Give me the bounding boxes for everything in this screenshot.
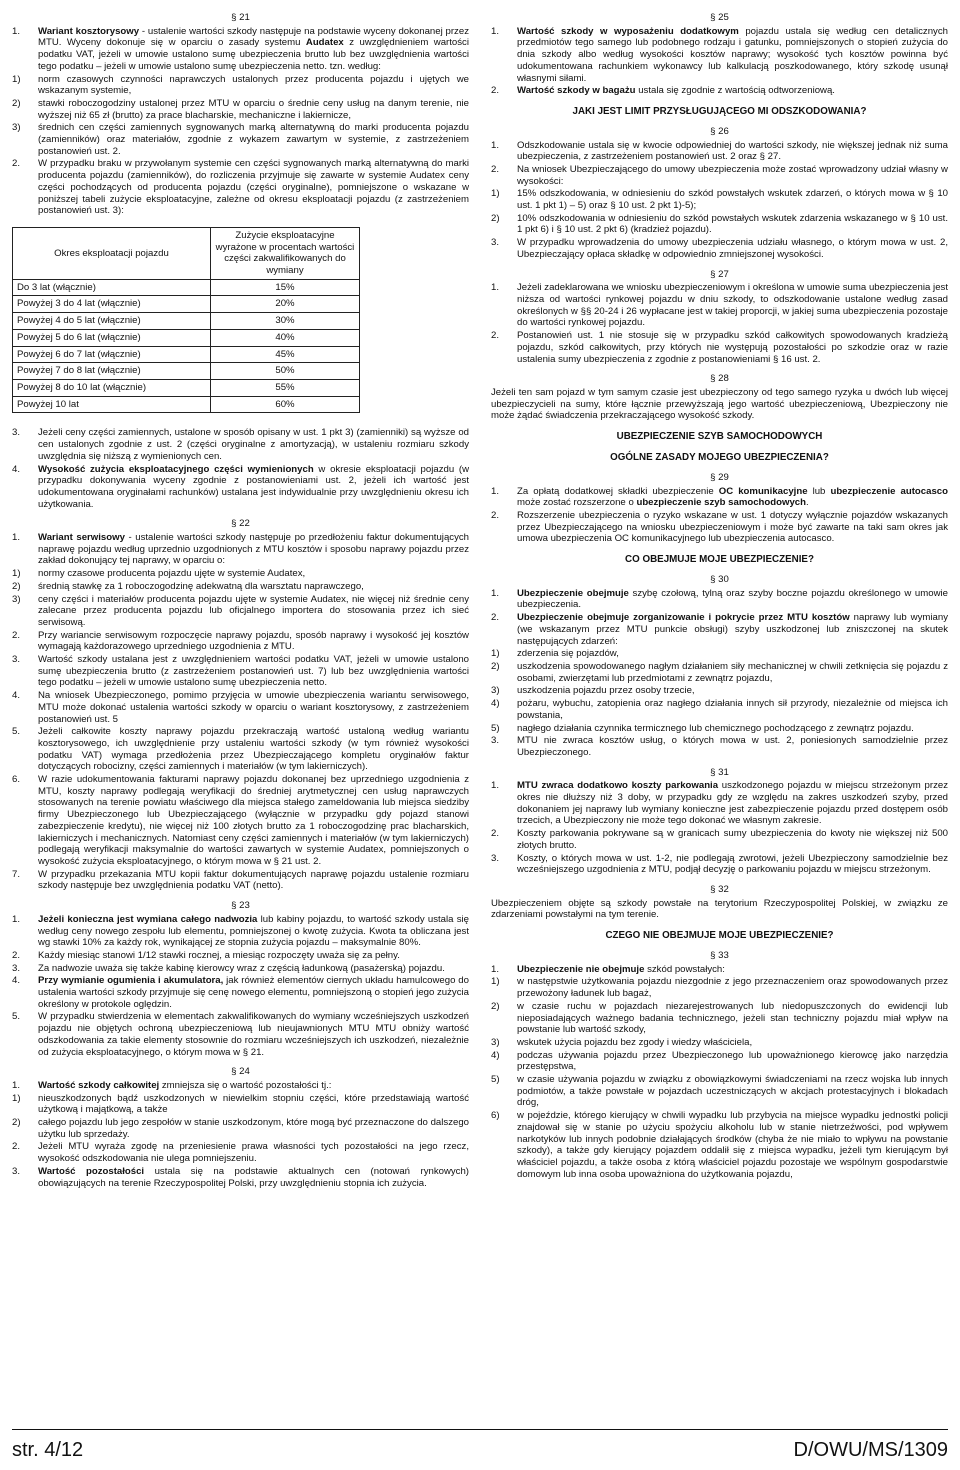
sub-item: 3) wskutek użycia pojazdu bez zgody i wiedzy właściciela, [491,1036,753,1048]
s27-item-2: 2. Postanowień ust. 1 nie stosuje się w przypadku szkód całkowitych spowodowanych kradzieżą pojazdu, szkód całkowitych, przy których nie występują pozostałości po szkodzie oraz w razie ustalenia sumy ubezpieczenia z zgodnie z postanowieniami § 16 ust. 2. [491,330,948,365]
s24-item-3: 3. Wartość pozostałości ustala się na podstawie aktualnych cen (notowań rynkowych) obowiązujących na terenie Rzeczypospolitej Polski, przy uwzględnieniu stopnia ich zużycia. [12,1165,469,1189]
sub-item: 2) całego pojazdu lub jego zespołów w stanie uszkodzonym, które mogą być przeznaczone do dalszego użytku lub sprzedaży. [12,1117,469,1140]
s25-item-2: 2. Wartość szkody w bagażu ustala się zgodnie z wartością odtworzeniową. [491,85,835,97]
table-row [13,296,360,313]
table-row [13,279,360,296]
wear-percent-cell: 50% [211,363,360,380]
s25-item-1: 1. Wartość szkody w wyposażeniu dodatkowym pojazdu ustala się według cen detalicznych przedmiotów tego samego lub podobnego rodzaju i gatunku, pomniejszonych o stopień zużycia do dnia szkody albo według wysokości kosztów naprawy; wysokość tych kosztów powinna być udokumentowana rachunkiem wykonawcy lub kalkulacją poszkodowanego, który szkodę usunął własnymi siłami. [491,25,948,84]
table-header-wear: Zużycie eksploatacyjne wyrażone w procentach wartości części zakwalifikowanych do wymiany [211,227,360,279]
s32-text: Ubezpieczeniem objęte są szkody powstałe na terytorium Rzeczypospolitej Polskiej, w związku ze zdarzeniami powstałymi na tym terenie. [491,897,948,921]
s30-item-2: 2. Ubezpieczenie obejmuje zorganizowanie i pokrycie przez MTU kosztów naprawy lub wymiany (we wskazanym przez MTU punkcie obsługi) szyby uszkodzonej lub zniszczonej na skutek następujących zdarzeń: [491,612,948,647]
s27-item-1: 1. Jeżeli zadeklarowana we wniosku ubezpieczeniowym i określona w umowie suma ubezpieczenia jest niższa od wartości rynkowej pojazdu w dniu szkody, to odszkodowanie ustalone według zasad określonych w §§ 20-24 i 26 wypłacane jest w takiej proporcji, w jakiej suma ubezpieczenia pozostaje do wartości rynkowej pojazdu. [491,282,948,329]
section-25-number: § 25 [710,12,729,23]
depreciation-table [12,227,360,413]
section-23-number: § 23 [231,900,250,912]
s29-item-1: 1. Za opłatą dodatkowej składki ubezpieczenie OC komunikacyjne lub ubezpieczenie autocasco może zostać rozszerzone o ubezpieczenie szyb samochodowych. [491,485,948,509]
section-26-number: § 26 [710,125,729,137]
s30-item-3: 3. MTU nie zwraca kosztów usług, o których mowa w ust. 2, poniesionych samodzielnie przez Ubezpieczonego. [491,735,948,758]
period-cell: Powyżej 8 do 10 lat (włącznie) [13,379,211,396]
wear-percent-cell: 30% [211,313,360,330]
wear-percent-cell: 60% [211,396,360,413]
sub-item: 1) 15% odszkodowania, w odniesieniu do szkód powstałych wskutek zdarzeń, o których mowa w § 10 ust. 1 pkt 1) – 5) oraz § 10 ust. 2 pkt 1)-5); [491,188,948,212]
sub-item: 1) w następstwie użytkowania pojazdu niezgodnie z jego przeznaczeniem oraz spowodowanych przez przewożony ładunek lub bagaż, [491,976,948,1000]
page-number: str. 4/12 [12,1438,84,1461]
sub-item: 3) ceny części i materiałów producenta pojazdu ujęte w systemie Audatex, nie więcej niż średnie ceny zalecane przez producenta pojazdu lub oficjalnego importera do stosowania przez ich sieć serwisową. [12,593,469,628]
s30-subitems [491,648,948,734]
sub-item: 2) 10% odszkodowania w odniesieniu do szkód powstałych wskutek zdarzenia wskazanego w § 10 ust. 1 pkt 6) i § 10 ust. 2 pkt 6) (kradzież pojazdu). [491,212,948,236]
wear-percent-cell: 15% [211,279,360,296]
s22-item-7: 7. W przypadku przekazania MTU kopii faktur dokumentujących naprawę pojazdu ustalenie rozmiaru szkody następuje bez uwzględnienia podatku VAT (netto). [12,868,469,892]
sub-item: 2) w czasie ruchu w pojazdach niezarejestrowanych lub niedopuszczonych do ewidencji lub nieposiadających ważnego badania technicznego, jeżeli stan techniczny pojazdu miał wpływ na powstanie lub wartość szkody, [491,1000,948,1036]
period-cell: Powyżej 7 do 8 lat (włącznie) [13,363,211,380]
s31-item-1: 1. MTU zwraca dodatkowo koszty parkowania uszkodzonego pojazdu w miejscu strzeżonym przez okres nie dłuższy niż 3 doby, w przypadku gdy ze względu na zakres uszkodzeń szyby, przed dokonaniem jej naprawy lub wymiany konieczne jest zabezpieczenie pojazdu przed dostępem osób trzecich, a Ubezpieczony nie może tego dokonać we własnym zakresie. [491,780,948,827]
heading-limit: JAKI JEST LIMIT PRZYSŁUGUJĄCEGO MI ODSZKODOWANIA? [572,105,867,117]
s22-item-4: 4. Na wniosek Ubezpieczonego, pomimo przyjęcia w umowie ubezpieczenia wariantu serwisowego, MTU może dokonać ustalenia wartości szkody w oparciu o wariant kosztorysowy, z zastrzeżeniem postanowień ust. 5 [12,690,469,725]
s21-item-2: 2. W przypadku braku w przywołanym systemie cen części sygnowanych marką alternatywną do marki producenta pojazdu (zamienników), do rozliczenia przyjmuje się zawarte w systemie Audatex ceny części pochodzących od producenta pojazdu (części oryginalne), pomniejszone o wskazane w poniższej tabeli zużycie eksploatacyjne, zależne od okresu eksploatacji pojazdu (z zastrzeżeniem postanowień ust. 3): [12,158,469,217]
table-row [13,396,360,413]
sub-item: 4) pożaru, wybuchu, zatopienia oraz nagłego działania innych sił przyrody, niezależnie od miejsca ich powstania, [491,698,948,721]
s23-item-4: 4. Przy wymianie ogumienia i akumulatora, jak również elementów ciernych układu hamulcowego do ustalenia wartości szkody przyjmuje się cenę nowego elementu, pomniejszoną o stopień jego zużycia określony w protokole oględzin. [12,975,469,1010]
s22-item-3: 3. Wartość szkody ustalana jest z uwzględnieniem wartości podatku VAT, jeżeli w umowie ustalono sumę ubezpieczenia brutto (z zastrzeżeniem postanowień ust. 7) lub bez uwzględnienia wartości tego podatku – jeżeli w umowie ustalono sumę ubezpieczenia netto. [12,654,469,689]
sub-item: 1) normy czasowe producenta pojazdu ujęte w systemie Audatex, [12,568,306,580]
left-column [12,4,469,1432]
s28-text: Jeżeli ten sam pojazd w tym samym czasie jest ubezpieczony od tego samego ryzyka u dwóch lub więcej ubezpieczycieli na sumy, które łącznie przewyższają jego wartość ubezpieczeniową, Ubezpieczony nie może żądać świadczenia przekraczającego wysokość szkody. [491,386,948,422]
table-row [13,313,360,330]
sub-item: 3) uszkodzenia pojazdu przez osoby trzecie, [491,685,695,697]
s30-item-1: 1. Ubezpieczenie obejmuje szybę czołową, tylną oraz szyby boczne pojazdu określonego w umowie ubezpieczenia. [491,587,948,611]
s23-item-1: 1. Jeżeli konieczna jest wymiana całego nadwozia lub kabiny pojazdu, to wartość szkody ustala się według ceny nowego zespołu lub elementu, pomniejszonej o kwotę zużycia. Kwota ta obliczana jest wg stawki 10% za każdy rok, wynikającej ze stopnia zużycia pojazdu – maksymalnie 80%. [12,913,469,949]
s21-item-3: 3. Jeżeli ceny części zamiennych, ustalone w sposób opisany w ust. 1 pkt 3) (zamienniki) są wyższe od cen ustalonych zgodnie z ust. 2 (części oryginalne z amortyzacją), w ustaleniu rozmiaru szkody uwzględnia się niższą z wymienionych cen. [12,427,469,462]
sub-item: 5) nagłego działania czynnika termicznego lub chemicznego pochodzącego z zewnątrz pojazdu. [491,722,914,734]
heading-general-rules: OGÓLNE ZASADY MOJEGO UBEZPIECZENIA? [610,451,829,463]
sub-item: 2) stawki roboczogodziny ustalonej przez MTU w oparciu o średnie ceny usług na danym terenie, nie wyższej niż 65 zł (brutto) za prace blacharskie, mechaniczne i lakiernicze, [12,97,469,121]
section-28-number: § 28 [710,373,729,385]
document-code: D/OWU/MS/1309 [793,1438,948,1461]
sub-item: 2) uszkodzenia spowodowanego nagłym działaniem siły mechanicznej w chwili zetknięcia się pojazdu z osobami, zwierzętami lub przedmiotami z zewnątrz pojazdu, [491,660,948,684]
section-33-number: § 33 [710,949,729,961]
sub-item: 6) w pojeździe, którego kierujący w chwili wypadku lub przybycia na miejsce wypadku jednostki policji znajdował się w stanie po użyciu spożyciu alkoholu lub w stanie nietrzeźwości, pod wpływem narkotyków lub innych podobnie działających środków (chyba że nie miało to wpływu na powstanie szkody), a także gdy kierujący pojazdem oddalił się z miejsca wypadku, jeżeli tym kierującym był właściciel pojazdu, a także osoba z którą właściciel pojazdu pozostaje we wspólnym gospodarstwie domowym lub inna osoba upoważniona do użytkowania pojazdu, [491,1110,948,1180]
s23-item-3: 3. Za nadwozie uważa się także kabinę kierowcy wraz z częścią ładunkową (pasażerską) pojazdu. [12,962,445,974]
s21-subitems [12,74,469,158]
s26-item-2: 2. Na wniosek Ubezpieczającego do umowy ubezpieczenia może zostać wprowadzony udział własny w wysokości: [491,163,948,187]
heading-glass-insurance: UBEZPIECZENIE SZYB SAMOCHODOWYCH [616,431,823,443]
page-footer [12,1429,948,1470]
s21-item-4: 4. Wysokość zużycia eksploatacyjnego części wymienionych w okresie eksploatacji pojazdu (w przypadku dokonywania wyceny zgodnie z postanowieniami ust. 2, jeżeli ich wartość jest udokumentowana oryginałami rachunków) ustalana jest indywidualnie przy uwzględnieniu okresu ich użytkowania. [12,463,469,510]
s26-item-3: 3. W przypadku wprowadzenia do umowy ubezpieczenia udziału własnego, o którym mowa w ust. 2, Ubezpieczający opłaca składkę w odpowiednio zmniejszonej wysokości. [491,237,948,260]
s31-item-2: 2. Koszty parkowania pokrywane są w granicach sumy ubezpieczenia do kwoty nie większej niż 500 złotych brutto. [491,828,948,851]
section-27-number: § 27 [710,268,729,280]
period-cell: Powyżej 5 do 6 lat (włącznie) [13,329,211,346]
sub-item: 4) podczas używania pojazdu przez Ubezpieczonego lub upoważnionego kierowcę jako narzędzia przestępstwa, [491,1049,948,1073]
s29-item-2: 2. Rozszerzenie ubezpieczenia o ryzyko wskazane w ust. 1 dotyczy wyłącznie pojazdów wskazanych przez Ubezpieczającego na wniosku ubezpieczeniowym i może być zawarte na taki sam okres jak umowa ubezpieczenia OC komunikacyjnego lub ubezpieczenia autocasco. [491,510,948,545]
table-row [13,363,360,380]
sub-item: 5) w czasie używania pojazdu w związku z obowiązkowymi świadczeniami na rzecz wojska lub innych podmiotów, a także powstałe w pojazdach uczestniczących w akcjach protestacyjnych i blokadach dróg, [491,1074,948,1109]
s26-subitems [491,188,948,236]
s24-subitems [12,1093,469,1141]
s24-item-2: 2. Jeżeli MTU wyraża zgodę na przeniesienie prawa własności tych pozostałości na jego rzecz, wysokość odszkodowania nie ulega pomniejszeniu. [12,1141,469,1165]
period-cell: Powyżej 6 do 7 lat (włącznie) [13,346,211,363]
sub-item: 1) nieuszkodzonych bądź uszkodzonych w niewielkim stopniu części, które przedstawiają wartość użytkową i majątkową, a także [12,1092,469,1116]
section-29-number: § 29 [710,471,729,483]
heading-coverage: CO OBEJMUJE MOJE UBEZPIECZENIE? [625,554,814,566]
s22-item-1: 1. Wariant serwisowy - ustalenie wartości szkody następuje po przedłożeniu faktur dokumentujących naprawę pojazdu według uprzednio uzgodnionych z MTU kosztów i sposobu naprawy pojazdu przez zakład dokonujący tej naprawy, w oparciu o: [12,532,469,567]
period-cell: Powyżej 10 lat [13,396,211,413]
sub-item: 2) średnią stawkę za 1 roboczogodzinę adekwatną dla warsztatu naprawczego, [12,580,364,592]
sub-item: 3) średnich cen części zamiennych sygnowanych marką alternatywną do marki producenta pojazdu (zamienników) oraz materiałów, zgodnie z wykazem zawartym w systemie, z zastrzeżeniem postanowień ust. 2. [12,122,469,157]
period-cell: Powyżej 3 do 4 lat (włącznie) [13,296,211,313]
s31-item-3: 3. Koszty, o których mowa w ust. 1-2, nie podlegają zwrotowi, jeżeli Ubezpieczony samodzielnie bez wcześniejszego uzgodnienia z MTU, podjął decyzję o parkowaniu pojazdu w miejscu strzeżonym. [491,852,948,876]
s26-item-1: 1. Odszkodowanie ustala się w kwocie odpowiedniej do wartości szkody, nie większej jednak niż suma ubezpieczenia, z zastrzeżeniem postanowień ust. 2 oraz § 27. [491,139,948,163]
s22-item-2: 2. Przy wariancie serwisowym rozpoczęcie naprawy pojazdu, sposób naprawy i wysokość jej kosztów wymagają każdorazowego uprzedniego uzgodnienia z MTU. [12,629,469,653]
period-cell: Do 3 lat (włącznie) [13,279,211,296]
s21-item-1: 1. Wariant kosztorysowy - ustalenie wartości szkody następuje na podstawie wyceny dokonanej przez MTU. Wyceny dokonuje się w oparciu o zasady systemu Audatex z uwzględnieniem wartości podatku VAT, jeżeli w umowie ustalono sumę ubezpieczenia brutto lub bez uwzględnienia wartości tego podatku – jeżeli w umowie ustalono sumę ubezpieczenia netto. tzn. według: [12,25,469,72]
section-21-number: § 21 [231,12,250,23]
table-header-period: Okres eksploatacji pojazdu [13,227,211,279]
s22-item-6: 6. W razie udokumentowania fakturami naprawy pojazdu dokonanej bez uprzedniego uzgodnienia z MTU, koszty naprawy podlegają weryfikacji do średniej arytmetycznej cen usług naprawczych stosowanych na terenie powiatu właściwego dla miejsca stałego zameldowania lub miejsca siedziby firmy Ubezpieczonego lub Ubezpieczającego (wyłącznie w przypadku gdy pojazd stanowi zabezpieczenie kredytu), nie więcej niż 100 złotych brutto za 1 roboczogodzinę prac blacharskich, lakierniczych i mechanicznych. Natomiast ceny części zamiennych i materiałów (w tym lakierniczych) podlegają weryfikacji maksymalnie do wartości zawartych w systemie Audatex, pomniejszonych o wysokość zużycia eksploatacyjnego, o którym mowa w § 21 ust. 2. [12,774,469,867]
s33-subitems [491,976,948,1180]
sub-item: 1) zderzenia się pojazdów, [491,648,619,660]
s24-item-1: 1. Wartość szkody całkowitej zmniejsza się o wartość pozostałości tj.: [12,1079,332,1091]
section-22-number: § 22 [231,518,250,530]
wear-percent-cell: 55% [211,379,360,396]
heading-exclusions: CZEGO NIE OBEJMUJE MOJE UBEZPIECZENIE? [605,930,834,942]
table-row [13,379,360,396]
s33-item-1: 1. Ubezpieczenie nie obejmuje szkód powstałych: [491,963,725,975]
s23-item-5: 5. W przypadku stwierdzenia w elementach zakwalifikowanych do wymiany wcześniejszych uszkodzeń pojazdu nie objętych ochroną ubezpieczeniową lub nieujawnionych MTU MTU obniży wartość odszkodowania za takie elementy stosownie do rozmiaru wcześniejszych ich uszkodzeń, niezależnie od zużycia eksploatacyjnego, o którym mowa w § 21. [12,1011,469,1058]
s23-item-2: 2. Każdy miesiąc stanowi 1/12 stawki rocznej, a miesiąc rozpoczęty uważa się za pełny. [12,949,400,961]
sub-item: 1) norm czasowych czynności naprawczych ustalonych przez producenta pojazdu i ujętych we wskazanym systemie, [12,73,469,97]
section-30-number: § 30 [710,574,729,586]
right-column [491,4,948,1432]
table-row [13,329,360,346]
wear-percent-cell: 20% [211,296,360,313]
wear-percent-cell: 40% [211,329,360,346]
period-cell: Powyżej 4 do 5 lat (włącznie) [13,313,211,330]
section-24-number: § 24 [231,1066,250,1078]
s22-item-5: 5. Jeżeli całkowite koszty naprawy pojazdu przekraczają wartość ustaloną według wariantu kosztorysowego, ich uwzględnienie przy ustaleniu wartości szkody (w tym również wysokości podatku VAT) wymaga przedłożenia przez Ubezpieczającego kompletu oryginałów faktur dotyczących robocizny, części zamiennych i materiałów (w tym lakierniczych). [12,726,469,773]
section-31-number: § 31 [710,766,729,778]
table-row [13,346,360,363]
wear-percent-cell: 45% [211,346,360,363]
s22-subitems [12,568,469,629]
section-32-number: § 32 [710,883,729,895]
